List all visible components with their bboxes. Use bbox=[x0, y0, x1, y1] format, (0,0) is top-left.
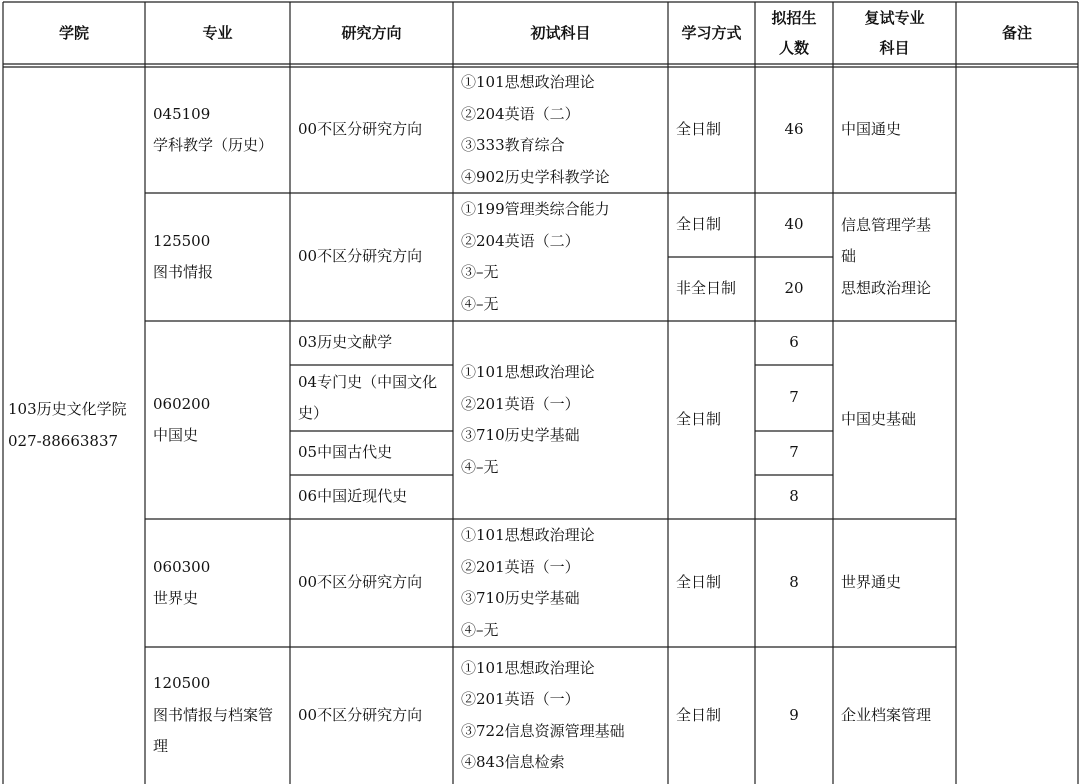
exam-item: ①101思想政治理论 bbox=[461, 73, 595, 91]
exam-item: ④–无 bbox=[461, 457, 499, 476]
exam-item: ③710历史学基础 bbox=[461, 426, 580, 444]
major-name: 中国史 bbox=[153, 426, 199, 444]
major-name-cont: 理 bbox=[153, 737, 169, 756]
table-row-1-mode: 全日制 bbox=[676, 120, 722, 139]
exam-item: ③333教育综合 bbox=[461, 136, 565, 154]
exam-item: ②204英语（二） bbox=[461, 231, 580, 250]
exam-item: ①101思想政治理论 bbox=[461, 658, 595, 677]
header-college: 学院 bbox=[58, 24, 89, 42]
direction-06: 06中国近现代史 bbox=[298, 487, 408, 506]
exam-item: ③710历史学基础 bbox=[461, 589, 580, 607]
exam-item: ①101思想政治理论 bbox=[461, 526, 595, 544]
quota-03: 6 bbox=[789, 333, 799, 352]
exam-item: ②201英语（一） bbox=[461, 690, 580, 708]
table-row-5-exams bbox=[453, 647, 668, 784]
table-row-3-mode: 全日制 bbox=[676, 410, 722, 429]
table-row-2-direction: 00不区分研究方向 bbox=[298, 247, 423, 266]
major-code: 045109 bbox=[153, 104, 211, 123]
major-code: 120500 bbox=[153, 674, 211, 693]
major-name: 学科教学（历史） bbox=[153, 136, 274, 154]
table-row-2-major bbox=[145, 193, 290, 321]
quota-06: 8 bbox=[789, 487, 799, 506]
table-row-5-mode: 全日制 bbox=[676, 705, 722, 724]
table-row-2-quota-part: 20 bbox=[784, 279, 804, 298]
quota-04: 7 bbox=[789, 388, 799, 407]
exam-item: ②201英语（一） bbox=[461, 394, 580, 413]
major-code: 060200 bbox=[153, 394, 211, 413]
table-row-4-major bbox=[145, 519, 290, 647]
table-row-4-exams bbox=[453, 519, 668, 647]
exam-item: ④902历史学科教学论 bbox=[461, 167, 610, 186]
table-row-4-mode: 全日制 bbox=[676, 573, 722, 592]
table-row-3-retest: 中国史基础 bbox=[841, 410, 917, 429]
quota-05: 7 bbox=[789, 443, 799, 462]
header-major: 专业 bbox=[202, 24, 233, 42]
table-row-3-exams bbox=[453, 321, 668, 519]
direction-03: 03历史文献学 bbox=[298, 333, 393, 352]
table-row-4-direction: 00不区分研究方向 bbox=[298, 573, 423, 592]
exam-item: ①199管理类综合能力 bbox=[461, 200, 610, 218]
table-row-4-retest: 世界通史 bbox=[841, 573, 902, 592]
college-phone: 027-88663837 bbox=[8, 431, 119, 450]
table-row-1-quota: 46 bbox=[784, 120, 804, 139]
table-row-3-major bbox=[145, 321, 290, 519]
table-row-5-major bbox=[145, 647, 290, 784]
direction-04: 04专门史（中国文化史） bbox=[298, 372, 438, 422]
major-code: 060300 bbox=[153, 557, 211, 576]
table-row-5-direction: 00不区分研究方向 bbox=[298, 705, 423, 724]
header-remark: 备注 bbox=[1001, 24, 1032, 42]
header-quota: 拟招生 人数 bbox=[771, 9, 817, 57]
exam-item: ②201英语（一） bbox=[461, 557, 580, 576]
header-direction: 研究方向 bbox=[341, 24, 402, 42]
major-name: 图书情报与档案管 bbox=[153, 705, 274, 724]
major-name: 图书情报 bbox=[153, 263, 214, 281]
table-row-2-mode-part: 非全日制 bbox=[676, 279, 737, 298]
header-retest: 复试专业 科目 bbox=[864, 9, 925, 57]
exam-item: ③–无 bbox=[461, 263, 499, 281]
major-name: 世界史 bbox=[153, 589, 199, 607]
college-cell bbox=[3, 67, 145, 784]
direction-05: 05中国古代史 bbox=[298, 443, 393, 462]
table-row-5-quota: 9 bbox=[789, 705, 799, 724]
exam-item: ④–无 bbox=[461, 620, 499, 639]
table-row-1-major bbox=[145, 67, 290, 193]
table-row-1-retest: 中国通史 bbox=[841, 120, 902, 139]
exam-item: ④843信息检索 bbox=[461, 753, 565, 771]
table-row-2-quota-full: 40 bbox=[784, 215, 804, 234]
exam-item: ①101思想政治理论 bbox=[461, 363, 595, 381]
major-code: 125500 bbox=[153, 231, 211, 250]
table-row-4-quota: 8 bbox=[789, 573, 799, 592]
remark-cell bbox=[956, 67, 1078, 784]
table-row-2-retest: 信息管理学基 础 思想政治理论 bbox=[841, 215, 932, 297]
exam-item: ②204英语（二） bbox=[461, 104, 580, 123]
table-row-2-mode-full: 全日制 bbox=[676, 215, 722, 234]
table-row-1-exams bbox=[453, 67, 668, 193]
header-mode: 学习方式 bbox=[681, 24, 742, 42]
exam-item: ③722信息资源管理基础 bbox=[461, 721, 625, 740]
table-row-5-retest: 企业档案管理 bbox=[841, 705, 932, 724]
header-exam: 初试科目 bbox=[530, 24, 591, 42]
college-name: 103历史文化学院 bbox=[8, 400, 127, 418]
exam-item: ④–无 bbox=[461, 294, 499, 313]
table-row-2-exams bbox=[453, 193, 668, 321]
table-row-1-direction: 00不区分研究方向 bbox=[298, 120, 423, 139]
